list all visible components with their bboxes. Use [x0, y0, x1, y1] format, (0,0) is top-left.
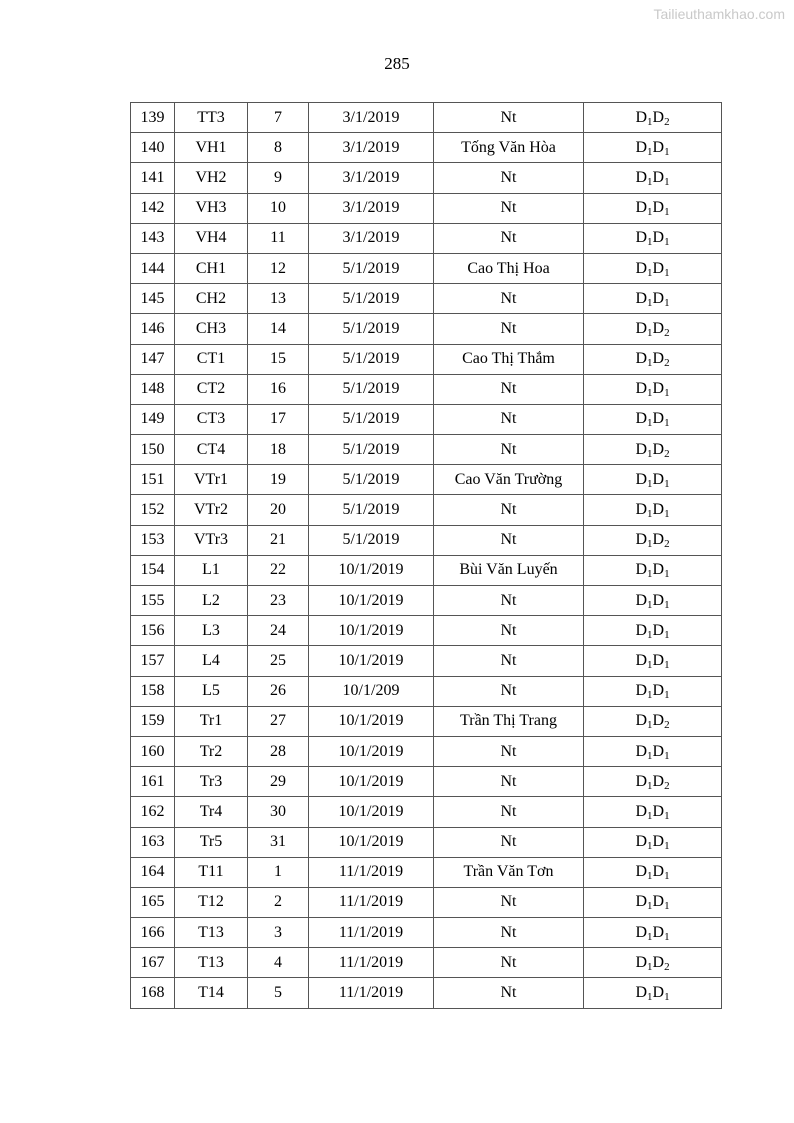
genotype-cell: $D_1D_2$: [584, 706, 722, 736]
sample-code-cell: VH2: [175, 163, 248, 193]
row-number-cell: 159: [131, 706, 175, 736]
genotype-cell: $D_1D_1$: [584, 736, 722, 766]
genotype-cell: $D_1D_1$: [584, 857, 722, 887]
sequence-cell: 28: [248, 736, 309, 766]
sample-code-cell: CT1: [175, 344, 248, 374]
genotype-cell: $D_1D_2$: [584, 344, 722, 374]
sequence-cell: 2: [248, 887, 309, 917]
sample-code-cell: VH3: [175, 193, 248, 223]
sample-code-cell: Tr2: [175, 736, 248, 766]
sample-code-cell: T13: [175, 948, 248, 978]
sequence-cell: 29: [248, 767, 309, 797]
genotype-cell: $D_1D_1$: [584, 163, 722, 193]
owner-cell: Cao Thị Thắm: [434, 344, 584, 374]
row-number-cell: 145: [131, 284, 175, 314]
table-row: [131, 586, 722, 616]
genotype-cell: $D_1D_1$: [584, 676, 722, 706]
row-number-cell: 142: [131, 193, 175, 223]
watermark: Tailieuthamkhao.com: [653, 6, 785, 22]
row-number-cell: 141: [131, 163, 175, 193]
date-cell: 3/1/2019: [309, 133, 434, 163]
sample-code-cell: L3: [175, 616, 248, 646]
date-cell: 5/1/2019: [309, 314, 434, 344]
sequence-cell: 21: [248, 525, 309, 555]
table-row: [131, 223, 722, 253]
date-cell: 10/1/2019: [309, 706, 434, 736]
owner-cell: Nt: [434, 193, 584, 223]
sample-code-cell: CH2: [175, 284, 248, 314]
genotype-cell: $D_1D_1$: [584, 646, 722, 676]
genotype-cell: $D_1D_1$: [584, 918, 722, 948]
sequence-cell: 26: [248, 676, 309, 706]
sequence-cell: 5: [248, 978, 309, 1008]
row-number-cell: 153: [131, 525, 175, 555]
date-cell: 11/1/2019: [309, 857, 434, 887]
owner-cell: Nt: [434, 103, 584, 133]
sample-code-cell: T12: [175, 887, 248, 917]
table-row: [131, 646, 722, 676]
owner-cell: Nt: [434, 616, 584, 646]
owner-cell: Nt: [434, 646, 584, 676]
sample-code-cell: VTr2: [175, 495, 248, 525]
owner-cell: Nt: [434, 374, 584, 404]
owner-cell: Nt: [434, 736, 584, 766]
date-cell: 5/1/2019: [309, 253, 434, 283]
row-number-cell: 147: [131, 344, 175, 374]
genotype-cell: $D_1D_1$: [584, 193, 722, 223]
table-row: [131, 525, 722, 555]
sequence-cell: 13: [248, 284, 309, 314]
genotype-cell: $D_1D_1$: [584, 495, 722, 525]
sample-code-cell: L5: [175, 676, 248, 706]
genotype-cell: $D_1D_1$: [584, 253, 722, 283]
date-cell: 5/1/2019: [309, 525, 434, 555]
sequence-cell: 16: [248, 374, 309, 404]
table-row: [131, 616, 722, 646]
genotype-cell: $D_1D_1$: [584, 465, 722, 495]
table-row: [131, 887, 722, 917]
owner-cell: Nt: [434, 314, 584, 344]
owner-cell: Bùi Văn Luyến: [434, 555, 584, 585]
sequence-cell: 12: [248, 253, 309, 283]
sequence-cell: 11: [248, 223, 309, 253]
sequence-cell: 22: [248, 555, 309, 585]
owner-cell: Nt: [434, 797, 584, 827]
row-number-cell: 151: [131, 465, 175, 495]
row-number-cell: 160: [131, 736, 175, 766]
date-cell: 10/1/2019: [309, 646, 434, 676]
genotype-cell: $D_1D_1$: [584, 978, 722, 1008]
sample-code-cell: CT2: [175, 374, 248, 404]
table-row: [131, 374, 722, 404]
date-cell: 5/1/2019: [309, 465, 434, 495]
date-cell: 5/1/2019: [309, 284, 434, 314]
genotype-cell: $D_1D_2$: [584, 767, 722, 797]
table-row: [131, 797, 722, 827]
sample-code-cell: T14: [175, 978, 248, 1008]
table-row: [131, 706, 722, 736]
row-number-cell: 152: [131, 495, 175, 525]
date-cell: 5/1/2019: [309, 495, 434, 525]
row-number-cell: 146: [131, 314, 175, 344]
row-number-cell: 162: [131, 797, 175, 827]
date-cell: 5/1/2019: [309, 344, 434, 374]
sample-code-cell: L4: [175, 646, 248, 676]
sequence-cell: 20: [248, 495, 309, 525]
sequence-cell: 14: [248, 314, 309, 344]
row-number-cell: 155: [131, 586, 175, 616]
row-number-cell: 158: [131, 676, 175, 706]
date-cell: 11/1/2019: [309, 978, 434, 1008]
date-cell: 10/1/2019: [309, 586, 434, 616]
date-cell: 10/1/209: [309, 676, 434, 706]
table-row: [131, 284, 722, 314]
sequence-cell: 7: [248, 103, 309, 133]
genotype-cell: $D_1D_1$: [584, 374, 722, 404]
date-cell: 11/1/2019: [309, 948, 434, 978]
owner-cell: Nt: [434, 887, 584, 917]
sample-code-cell: VTr3: [175, 525, 248, 555]
table-row: [131, 404, 722, 434]
genotype-cell: $D_1D_1$: [584, 827, 722, 857]
genotype-cell: $D_1D_1$: [584, 616, 722, 646]
date-cell: 10/1/2019: [309, 616, 434, 646]
owner-cell: Cao Văn Trường: [434, 465, 584, 495]
table-row: [131, 435, 722, 465]
owner-cell: Nt: [434, 404, 584, 434]
owner-cell: Nt: [434, 495, 584, 525]
table-row: [131, 495, 722, 525]
sample-code-cell: Tr5: [175, 827, 248, 857]
table-row: [131, 193, 722, 223]
table-row: [131, 163, 722, 193]
date-cell: 10/1/2019: [309, 797, 434, 827]
sample-code-cell: CT3: [175, 404, 248, 434]
sample-code-cell: CT4: [175, 435, 248, 465]
sequence-cell: 9: [248, 163, 309, 193]
page-number: 285: [384, 54, 410, 73]
table-body: [131, 103, 722, 1009]
sequence-cell: 1: [248, 857, 309, 887]
date-cell: 3/1/2019: [309, 163, 434, 193]
sequence-cell: 8: [248, 133, 309, 163]
owner-cell: Nt: [434, 918, 584, 948]
sequence-cell: 3: [248, 918, 309, 948]
owner-cell: Nt: [434, 163, 584, 193]
row-number-cell: 161: [131, 767, 175, 797]
genotype-cell: $D_1D_1$: [584, 586, 722, 616]
owner-cell: Nt: [434, 978, 584, 1008]
sample-code-cell: VTr1: [175, 465, 248, 495]
table-row: [131, 344, 722, 374]
sequence-cell: 30: [248, 797, 309, 827]
date-cell: 11/1/2019: [309, 887, 434, 917]
table-row: [131, 736, 722, 766]
row-number-cell: 150: [131, 435, 175, 465]
sample-table: [130, 102, 722, 1009]
owner-cell: Nt: [434, 284, 584, 314]
genotype-cell: $D_1D_2$: [584, 948, 722, 978]
owner-cell: Trần Văn Tơn: [434, 857, 584, 887]
genotype-cell: $D_1D_2$: [584, 314, 722, 344]
sample-code-cell: T13: [175, 918, 248, 948]
row-number-cell: 163: [131, 827, 175, 857]
sequence-cell: 19: [248, 465, 309, 495]
table-row: [131, 857, 722, 887]
table-row: [131, 767, 722, 797]
owner-cell: Nt: [434, 676, 584, 706]
date-cell: 10/1/2019: [309, 767, 434, 797]
sample-code-cell: Tr3: [175, 767, 248, 797]
owner-cell: Nt: [434, 525, 584, 555]
table-row: [131, 314, 722, 344]
row-number-cell: 154: [131, 555, 175, 585]
row-number-cell: 165: [131, 887, 175, 917]
genotype-cell: $D_1D_2$: [584, 435, 722, 465]
row-number-cell: 140: [131, 133, 175, 163]
genotype-cell: $D_1D_1$: [584, 887, 722, 917]
sample-code-cell: CH3: [175, 314, 248, 344]
table-row: [131, 133, 722, 163]
table-row: [131, 978, 722, 1008]
owner-cell: Tống Văn Hòa: [434, 133, 584, 163]
table-row: [131, 676, 722, 706]
owner-cell: Nt: [434, 767, 584, 797]
table-row: [131, 253, 722, 283]
owner-cell: Nt: [434, 223, 584, 253]
sample-code-cell: VH4: [175, 223, 248, 253]
date-cell: 3/1/2019: [309, 223, 434, 253]
sample-code-cell: Tr1: [175, 706, 248, 736]
sample-code-cell: Tr4: [175, 797, 248, 827]
date-cell: 11/1/2019: [309, 918, 434, 948]
sequence-cell: 15: [248, 344, 309, 374]
sequence-cell: 17: [248, 404, 309, 434]
table-row: [131, 948, 722, 978]
sequence-cell: 23: [248, 586, 309, 616]
date-cell: 3/1/2019: [309, 193, 434, 223]
genotype-cell: $D_1D_2$: [584, 525, 722, 555]
sequence-cell: 27: [248, 706, 309, 736]
table-row: [131, 465, 722, 495]
date-cell: 10/1/2019: [309, 555, 434, 585]
date-cell: 10/1/2019: [309, 736, 434, 766]
row-number-cell: 156: [131, 616, 175, 646]
genotype-cell: $D_1D_1$: [584, 223, 722, 253]
sample-code-cell: L2: [175, 586, 248, 616]
date-cell: 10/1/2019: [309, 827, 434, 857]
row-number-cell: 167: [131, 948, 175, 978]
row-number-cell: 144: [131, 253, 175, 283]
sequence-cell: 18: [248, 435, 309, 465]
owner-cell: Nt: [434, 827, 584, 857]
row-number-cell: 164: [131, 857, 175, 887]
row-number-cell: 168: [131, 978, 175, 1008]
sample-code-cell: TT3: [175, 103, 248, 133]
row-number-cell: 139: [131, 103, 175, 133]
genotype-cell: $D_1D_1$: [584, 133, 722, 163]
owner-cell: Nt: [434, 586, 584, 616]
owner-cell: Cao Thị Hoa: [434, 253, 584, 283]
table-row: [131, 918, 722, 948]
table-row: [131, 827, 722, 857]
genotype-cell: $D_1D_1$: [584, 797, 722, 827]
row-number-cell: 166: [131, 918, 175, 948]
sequence-cell: 10: [248, 193, 309, 223]
row-number-cell: 148: [131, 374, 175, 404]
owner-cell: Nt: [434, 948, 584, 978]
sample-code-cell: L1: [175, 555, 248, 585]
table-row: [131, 103, 722, 133]
sequence-cell: 25: [248, 646, 309, 676]
row-number-cell: 143: [131, 223, 175, 253]
genotype-cell: $D_1D_1$: [584, 555, 722, 585]
sequence-cell: 24: [248, 616, 309, 646]
owner-cell: Nt: [434, 435, 584, 465]
row-number-cell: 149: [131, 404, 175, 434]
sequence-cell: 31: [248, 827, 309, 857]
sample-code-cell: CH1: [175, 253, 248, 283]
sequence-cell: 4: [248, 948, 309, 978]
date-cell: 5/1/2019: [309, 404, 434, 434]
date-cell: 5/1/2019: [309, 374, 434, 404]
date-cell: 5/1/2019: [309, 435, 434, 465]
table-row: [131, 555, 722, 585]
sample-code-cell: VH1: [175, 133, 248, 163]
row-number-cell: 157: [131, 646, 175, 676]
genotype-cell: $D_1D_1$: [584, 284, 722, 314]
date-cell: 3/1/2019: [309, 103, 434, 133]
genotype-cell: $D_1D_1$: [584, 404, 722, 434]
owner-cell: Trần Thị Trang: [434, 706, 584, 736]
sample-code-cell: T11: [175, 857, 248, 887]
genotype-cell: $D_1D_2$: [584, 103, 722, 133]
